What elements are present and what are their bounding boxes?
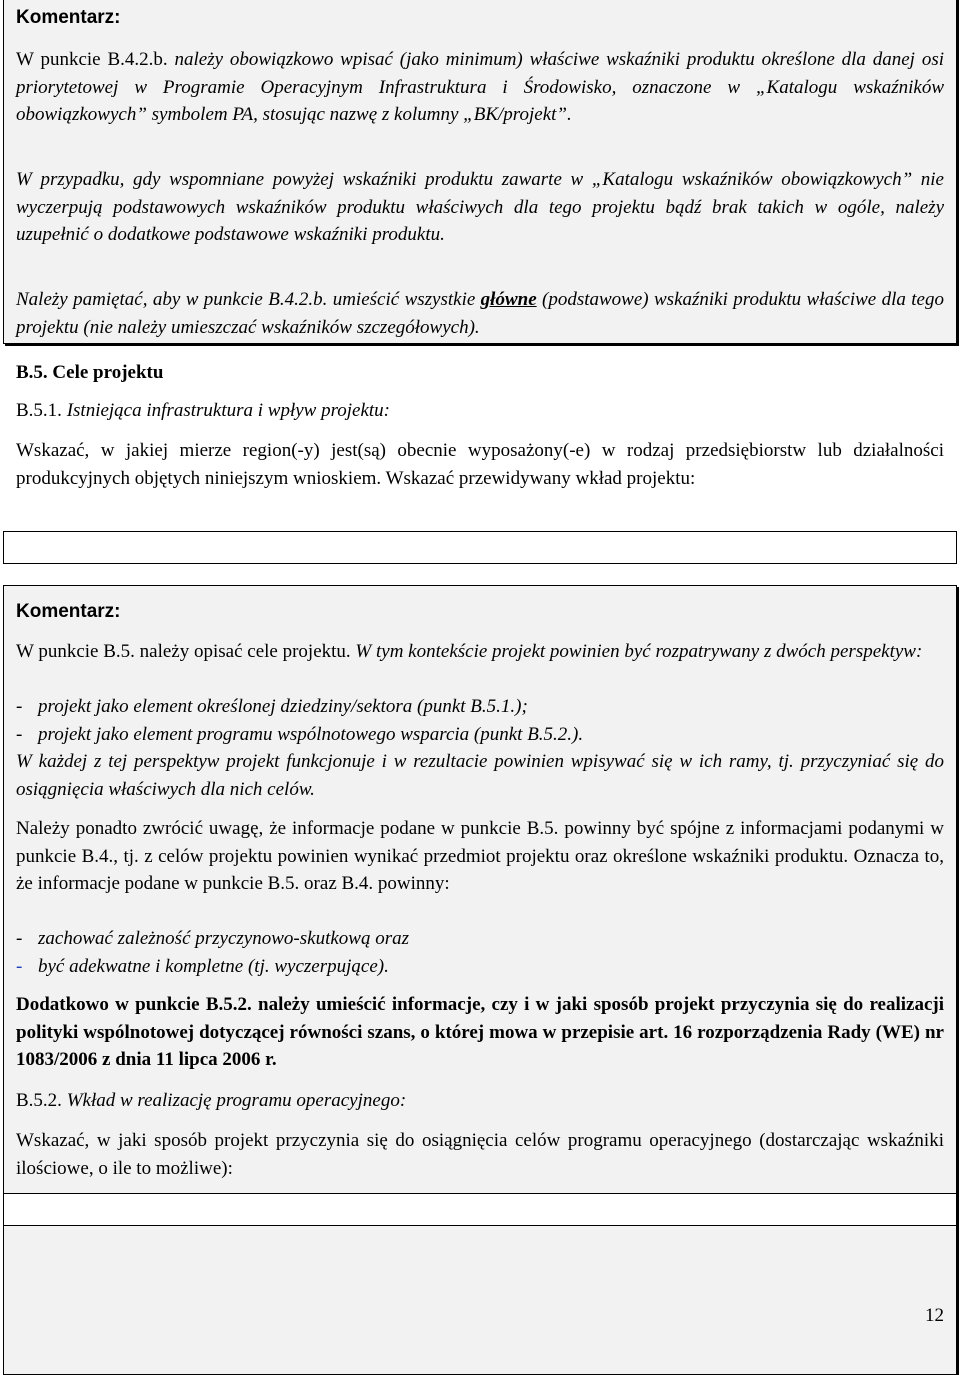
section-b52-text: Wskazać, w jaki sposób projekt przyczynia się do osiągnięcia celów programu operacyjnego (dostarczając wskaźniki ilościowe, o ile to możliwe): <box>16 1130 944 1179</box>
dash: - <box>16 696 23 717</box>
list-item <box>16 925 944 953</box>
comment2-p1-b: W tym kontekście projekt powinien być rozpatrywany z dwóch perspektyw: <box>350 641 923 662</box>
top-comment-p3-c: (podstawowe) wskaźniki produktu właściwe dla tego projektu (nie należy umieszczać wskaźników szczegółowych). <box>16 289 944 338</box>
top-comment-p1 <box>16 46 944 129</box>
dash: - <box>16 955 23 977</box>
comment2-p1 <box>16 638 944 666</box>
top-comment-title: Komentarz: <box>16 7 121 28</box>
comment2-p3: Należy ponadto zwrócić uwagę, że informacje podane w punkcie B.5. powinny być spójne z informacjami podanymi w punkcie B.4., tj. z celów projektu powinien wynikać przedmiot projektu oraz określone wskaźniki produktu. Oznacza to, że informacje podane w punkcie B.5. oraz B.4. powinny: <box>16 818 944 894</box>
comment2-p4: Dodatkowo w punkcie B.5.2. należy umieścić informacje, czy i w jaki sposób projekt przyczynia się do realizacji polityki wspólnotowej dotyczącej równości szans, o której mowa w przepisie art. 16 rozporządzenia Rady (WE) nr 1083/2006 z dnia 11 lipca 2006 r. <box>16 994 944 1070</box>
list-item <box>16 721 944 749</box>
list-item <box>16 953 944 981</box>
top-comment-p2: W przypadku, gdy wspomniane powyżej wskaźniki produktu zawarte w „Katalogu wskaźników obowiązkowych” nie wyczerpują podstawowych wskaźników produktu właściwych dla tego projektu bądź brak takich w ogóle, należy uzupełnić o dodatkowe podstawowe wskaźniki produktu. <box>16 169 944 245</box>
top-comment-lead: W punkcie B.4.2.b. <box>16 49 168 70</box>
list-item-text: zachować zależność przyczynowo-skutkową oraz <box>38 928 409 949</box>
list-item-text: projekt jako element programu wspólnotowego wsparcia (punkt B.5.2.). <box>38 723 584 745</box>
comment2-p2: W każdej z tej perspektyw projekt funkcjonuje i w rezultacie powinien wpisywać się w ich ramy, tj. przyczyniać się do osiągnięcia właściwych dla nich celów. <box>16 751 944 800</box>
section-b51-num: B.5.1. <box>16 400 62 421</box>
comment2-list2 <box>16 925 944 980</box>
page-number: 12 <box>925 1305 944 1326</box>
b51-input-field[interactable] <box>3 531 957 564</box>
list-item <box>16 693 944 721</box>
comment2-list1 <box>16 693 944 748</box>
section-b51-title <box>16 397 944 425</box>
section-b52-title <box>16 1087 944 1115</box>
dash: - <box>16 723 23 745</box>
section-b52-num: B.5.2. <box>16 1090 62 1111</box>
list-item-text: projekt jako element określonej dziedziny/sektora (punkt B.5.1.); <box>38 696 528 717</box>
section-b51-label: Istniejąca infrastruktura i wpływ projektu: <box>61 400 391 421</box>
comment2-title: Komentarz: <box>16 601 121 622</box>
section-b52-label: Wkład w realizację programu operacyjnego: <box>61 1090 407 1111</box>
top-comment-p3-a: Należy pamiętać, aby w punkcie B.4.2.b. umieścić wszystkie <box>16 289 481 310</box>
dash: - <box>16 928 23 949</box>
top-comment-p3-emphasis: główne <box>480 289 537 310</box>
section-b51-text: Wskazać, w jakiej mierze region(-y) jest(są) obecnie wyposażony(-e) w rodzaj przedsiębiorstw lub działalności produkcyjnych objętych niniejszym wnioskiem. Wskazać przewidywany wkład projektu: <box>16 440 944 489</box>
top-comment-p1-text: należy obowiązkowo wpisać (jako minimum) właściwe wskaźniki produktu określone dla danej osi priorytetowej w Programie Operacyjnym Infrastruktura i Środowisko, oznaczone w „Katalogu wskaźników obowiązkowych” symbolem PA, stosując nazwę z kolumny „BK/projekt”. <box>16 49 944 125</box>
b52-input-field[interactable] <box>3 1193 957 1226</box>
comment2-p1-a: W punkcie B.5. należy opisać cele projektu. <box>16 641 351 662</box>
top-comment-p3 <box>16 286 944 341</box>
section-b5-heading: B.5. Cele projektu <box>16 362 164 383</box>
list-item-text: być adekwatne i kompletne (tj. wyczerpujące). <box>38 955 389 977</box>
